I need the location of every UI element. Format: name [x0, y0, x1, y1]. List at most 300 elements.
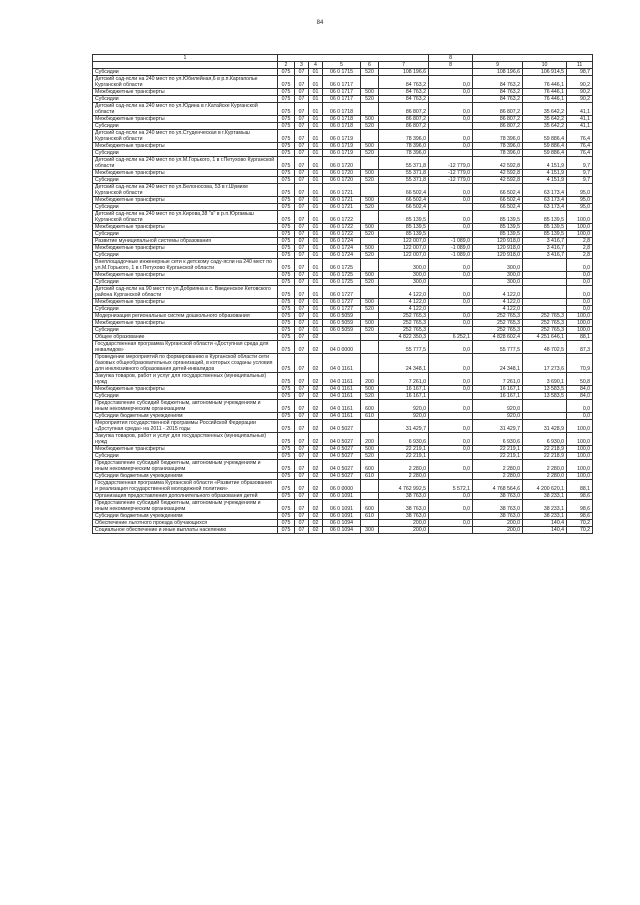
- percent-cell: 2,8: [567, 252, 593, 259]
- admin-code-cell: 075: [278, 238, 295, 245]
- value-cell-9: 22 219,1: [473, 453, 523, 460]
- target-article-cell: 06 0 1727: [323, 286, 361, 299]
- expense-type-cell: 500: [361, 224, 379, 231]
- percent-cell: 0,0: [567, 272, 593, 279]
- row-name-cell: Субсидии бюджетным учреждениям: [93, 413, 278, 420]
- table-row: [93, 211, 593, 224]
- value-cell-7: 24 348,1: [379, 354, 429, 373]
- admin-code-cell: 075: [278, 197, 295, 204]
- value-cell-8: [429, 413, 473, 420]
- percent-cell: 100,0: [567, 224, 593, 231]
- row-name-cell: Межбюджетные трансферты: [93, 272, 278, 279]
- expense-type-cell: 200: [361, 433, 379, 446]
- value-cell-7: 38 763,0: [379, 493, 429, 500]
- percent-cell: 90,2: [567, 76, 593, 89]
- admin-code-cell: 075: [278, 224, 295, 231]
- row-name-cell: Межбюджетные трансферты: [93, 299, 278, 306]
- value-cell-8: [429, 453, 473, 460]
- row-name-cell: Межбюджетные трансферты: [93, 386, 278, 393]
- row-name-cell: Межбюджетные трансферты: [93, 224, 278, 231]
- subsection-code-cell: 01: [309, 204, 323, 211]
- value-cell-7: 122 007,0: [379, 252, 429, 259]
- percent-cell: 50,8: [567, 373, 593, 386]
- expense-type-cell: 500: [361, 197, 379, 204]
- table-row: [93, 157, 593, 170]
- subsection-code-cell: 01: [309, 123, 323, 130]
- value-cell-9: 38 763,0: [473, 500, 523, 513]
- percent-cell: 95,0: [567, 197, 593, 204]
- row-name-cell: Внеплощадочные инженерные сети к детскому саду-ясли на 240 мест по ул.М.Горького, 1 в г.Петухово Курганской области: [93, 259, 278, 272]
- row-name-cell: Организация предоставления дополнительного образования детей: [93, 493, 278, 500]
- table-row: [93, 373, 593, 386]
- expense-type-cell: [361, 259, 379, 272]
- admin-code-cell: 075: [278, 286, 295, 299]
- admin-code-cell: 075: [278, 143, 295, 150]
- value-cell-8: [429, 513, 473, 520]
- section-code-cell: 07: [295, 252, 309, 259]
- table-row: [93, 231, 593, 238]
- expense-type-cell: [361, 480, 379, 493]
- value-cell-8: [429, 306, 473, 313]
- subsection-code-cell: 01: [309, 177, 323, 184]
- value-cell-7: 78 396,0: [379, 130, 429, 143]
- admin-code-cell: 075: [278, 259, 295, 272]
- row-name-cell: Детский сад-ясли на 240 мест по ул.Кирова,38 "а" в р.п.Юргамыш Курганской области: [93, 211, 278, 224]
- value-cell-9: 4 122,0: [473, 306, 523, 313]
- value-cell-8: 0,0: [429, 400, 473, 413]
- subsection-code-cell: 01: [309, 224, 323, 231]
- row-name-cell: Межбюджетные трансферты: [93, 143, 278, 150]
- value-cell-8: 0,0: [429, 299, 473, 306]
- value-cell-7: 4 762 992,5: [379, 480, 429, 493]
- value-cell-9: 120 918,0: [473, 245, 523, 252]
- section-code-cell: 07: [295, 433, 309, 446]
- value-cell-8: [429, 231, 473, 238]
- target-article-cell: 06 0 1718: [323, 103, 361, 116]
- subsection-code-cell: 02: [309, 334, 323, 341]
- subsection-code-cell: 02: [309, 520, 323, 527]
- value-cell-9: 78 396,0: [473, 150, 523, 157]
- value-cell-8: 0,0: [429, 259, 473, 272]
- admin-code-cell: 075: [278, 386, 295, 393]
- percent-cell: 88,1: [567, 334, 593, 341]
- target-article-cell: 04 0 1161: [323, 393, 361, 400]
- percent-cell: 76,4: [567, 130, 593, 143]
- target-article-cell: 06 0 1717: [323, 96, 361, 103]
- target-article-cell: 04 0 5027: [323, 446, 361, 453]
- value-cell-8: 0,0: [429, 460, 473, 473]
- subsection-code-cell: 02: [309, 460, 323, 473]
- table-row: [93, 393, 593, 400]
- percent-cell: 76,4: [567, 150, 593, 157]
- table-row: [93, 460, 593, 473]
- target-article-cell: 06 0 1720: [323, 170, 361, 177]
- value-cell-8: [429, 473, 473, 480]
- expense-type-cell: 500: [361, 170, 379, 177]
- value-cell-10: [523, 272, 567, 279]
- value-cell-9: 85 139,5: [473, 224, 523, 231]
- value-cell-7: 252 765,3: [379, 320, 429, 327]
- value-cell-10: 22 218,9: [523, 453, 567, 460]
- column-number-cell: 7: [379, 62, 429, 69]
- column-number-cell: 4: [309, 62, 323, 69]
- value-cell-7: 2 280,0: [379, 473, 429, 480]
- section-code-cell: 07: [295, 103, 309, 116]
- value-cell-7: 55 777,5: [379, 341, 429, 354]
- target-article-cell: 06 0 1091: [323, 513, 361, 520]
- value-cell-8: [429, 393, 473, 400]
- value-cell-7: 55 371,8: [379, 170, 429, 177]
- section-code-cell: 07: [295, 211, 309, 224]
- column-number-cell: 5: [323, 62, 361, 69]
- expense-type-cell: 300: [361, 527, 379, 534]
- admin-code-cell: 075: [278, 413, 295, 420]
- value-cell-10: 31 428,9: [523, 420, 567, 433]
- column-number-row: [93, 62, 593, 69]
- table-row: [93, 69, 593, 76]
- table-row: [93, 386, 593, 393]
- value-cell-8: 0,0: [429, 493, 473, 500]
- value-cell-10: [523, 400, 567, 413]
- expense-type-cell: [361, 286, 379, 299]
- expense-type-cell: 200: [361, 373, 379, 386]
- value-cell-7: 66 502,4: [379, 197, 429, 204]
- percent-cell: 100,0: [567, 460, 593, 473]
- table-row: [93, 480, 593, 493]
- table-row: [93, 493, 593, 500]
- table-row: [93, 224, 593, 231]
- section-code-cell: 07: [295, 204, 309, 211]
- value-cell-10: 38 233,1: [523, 500, 567, 513]
- row-name-cell: Детский сад-ясли на 240 мест по ул.Юдина в г.Катайске Курганской области: [93, 103, 278, 116]
- subsection-code-cell: 02: [309, 513, 323, 520]
- expense-type-cell: 520: [361, 96, 379, 103]
- subsection-code-cell: 01: [309, 116, 323, 123]
- value-cell-10: [523, 413, 567, 420]
- subsection-code-cell: 02: [309, 433, 323, 446]
- section-code-cell: 07: [295, 306, 309, 313]
- value-cell-7: 66 502,4: [379, 184, 429, 197]
- value-cell-7: 84 763,2: [379, 76, 429, 89]
- value-cell-7: 300,0: [379, 272, 429, 279]
- table-row: [93, 306, 593, 313]
- row-name-cell: Субсидии: [93, 453, 278, 460]
- subsection-code-cell: 01: [309, 306, 323, 313]
- value-cell-7: 86 807,2: [379, 123, 429, 130]
- table-row: [93, 177, 593, 184]
- section-code-cell: 07: [295, 473, 309, 480]
- expense-type-cell: 520: [361, 231, 379, 238]
- value-cell-9: 84 763,2: [473, 96, 523, 103]
- percent-cell: 41,1: [567, 123, 593, 130]
- section-code-cell: 07: [295, 170, 309, 177]
- row-name-cell: Предоставление субсидий бюджетным, автономным учреждениям и иным некоммерческим организациям: [93, 400, 278, 413]
- admin-code-cell: 075: [278, 157, 295, 170]
- value-cell-9: 4 828 602,4: [473, 334, 523, 341]
- admin-code-cell: 075: [278, 170, 295, 177]
- value-cell-7: 200,0: [379, 520, 429, 527]
- percent-cell: 41,1: [567, 116, 593, 123]
- target-article-cell: 06 0 1725: [323, 279, 361, 286]
- value-cell-10: 59 886,4: [523, 130, 567, 143]
- table-row: [93, 334, 593, 341]
- admin-code-cell: 075: [278, 400, 295, 413]
- section-code-cell: 07: [295, 231, 309, 238]
- value-cell-9: 22 219,1: [473, 446, 523, 453]
- value-cell-8: 0,0: [429, 373, 473, 386]
- expense-type-cell: 500: [361, 245, 379, 252]
- row-name-cell: Межбюджетные трансферты: [93, 245, 278, 252]
- admin-code-cell: 075: [278, 513, 295, 520]
- row-name-cell: Проведение мероприятий по формированию в Курганской области сети базовых общеобразовательных организаций, в которых созданы условия для инклюзивного образования детей-инвалидов: [93, 354, 278, 373]
- expense-type-cell: [361, 211, 379, 224]
- row-name-cell: Субсидии: [93, 393, 278, 400]
- target-article-cell: 06 0 1718: [323, 116, 361, 123]
- subsection-code-cell: 01: [309, 157, 323, 170]
- value-cell-10: 13 583,5: [523, 393, 567, 400]
- target-article-cell: 04 0 1161: [323, 373, 361, 386]
- target-article-cell: 06 0 1094: [323, 527, 361, 534]
- value-cell-10: 4 151,9: [523, 157, 567, 170]
- value-cell-9: 120 918,0: [473, 238, 523, 245]
- target-article-cell: 06 0 1094: [323, 520, 361, 527]
- table-row: [93, 473, 593, 480]
- expense-type-cell: 600: [361, 400, 379, 413]
- percent-cell: 88,1: [567, 480, 593, 493]
- expense-type-cell: 500: [361, 272, 379, 279]
- expense-type-cell: 520: [361, 69, 379, 76]
- value-cell-7: 55 371,8: [379, 177, 429, 184]
- value-cell-10: 3 416,7: [523, 238, 567, 245]
- value-cell-10: 252 765,3: [523, 320, 567, 327]
- subsection-code-cell: 02: [309, 341, 323, 354]
- value-cell-9: 200,0: [473, 527, 523, 534]
- value-cell-9: 2 280,0: [473, 460, 523, 473]
- row-name-cell: Социальное обеспечение и иные выплаты населению: [93, 527, 278, 534]
- row-name-cell: Субсидии: [93, 123, 278, 130]
- subsection-code-cell: 01: [309, 211, 323, 224]
- value-cell-8: 0,0: [429, 341, 473, 354]
- target-article-cell: 06 0 1724: [323, 245, 361, 252]
- value-cell-8: [429, 204, 473, 211]
- percent-cell: 100,0: [567, 453, 593, 460]
- section-code-cell: 07: [295, 420, 309, 433]
- value-cell-9: 86 807,2: [473, 123, 523, 130]
- subsection-code-cell: 01: [309, 69, 323, 76]
- section-code-cell: 07: [295, 493, 309, 500]
- subsection-code-cell: 01: [309, 252, 323, 259]
- value-cell-8: 0,0: [429, 89, 473, 96]
- header-cell-empty: [473, 55, 593, 62]
- column-number-cell: 10: [523, 62, 567, 69]
- table-row: [93, 130, 593, 143]
- section-code-cell: 07: [295, 460, 309, 473]
- expense-type-cell: 520: [361, 279, 379, 286]
- percent-cell: 100,0: [567, 313, 593, 320]
- admin-code-cell: 075: [278, 231, 295, 238]
- section-code-cell: 07: [295, 286, 309, 299]
- expense-type-cell: [361, 103, 379, 116]
- value-cell-9: 42 592,8: [473, 177, 523, 184]
- target-article-cell: 04 0 1161: [323, 413, 361, 420]
- expense-type-cell: 500: [361, 89, 379, 96]
- value-cell-10: 17 273,6: [523, 354, 567, 373]
- value-cell-10: 4 151,9: [523, 170, 567, 177]
- target-article-cell: 06 0 1720: [323, 157, 361, 170]
- target-article-cell: 06 0 0000: [323, 480, 361, 493]
- admin-code-cell: 075: [278, 354, 295, 373]
- value-cell-8: 0,0: [429, 197, 473, 204]
- subsection-code-cell: 01: [309, 313, 323, 320]
- value-cell-10: 38 233,1: [523, 513, 567, 520]
- expense-type-cell: 520: [361, 123, 379, 130]
- section-code-cell: 07: [295, 245, 309, 252]
- value-cell-7: 252 765,3: [379, 313, 429, 320]
- value-cell-7: 2 280,0: [379, 460, 429, 473]
- value-cell-9: 920,0: [473, 400, 523, 413]
- value-cell-8: 0,0: [429, 386, 473, 393]
- percent-cell: 90,2: [567, 96, 593, 103]
- percent-cell: 70,9: [567, 354, 593, 373]
- value-cell-8: -12 779,0: [429, 157, 473, 170]
- value-cell-10: 76 446,1: [523, 76, 567, 89]
- target-article-cell: 04 0 1161: [323, 354, 361, 373]
- section-code-cell: 07: [295, 69, 309, 76]
- target-article-cell: 06 0 1720: [323, 177, 361, 184]
- subsection-code-cell: 01: [309, 130, 323, 143]
- section-code-cell: 07: [295, 259, 309, 272]
- percent-cell: 100,0: [567, 320, 593, 327]
- expense-type-cell: 500: [361, 386, 379, 393]
- value-cell-9: 920,0: [473, 413, 523, 420]
- percent-cell: 100,0: [567, 420, 593, 433]
- section-code-cell: 07: [295, 299, 309, 306]
- section-code-cell: 07: [295, 238, 309, 245]
- percent-cell: 76,4: [567, 143, 593, 150]
- value-cell-9: 84 763,2: [473, 76, 523, 89]
- admin-code-cell: 075: [278, 69, 295, 76]
- subsection-code-cell: 01: [309, 89, 323, 96]
- admin-code-cell: 075: [278, 433, 295, 446]
- table-row: [93, 143, 593, 150]
- value-cell-8: -1 089,0: [429, 238, 473, 245]
- row-name-cell: Детский сад-ясли на 240 мест по ул.М.Горького, 1 в г.Петухово Курганской области: [93, 157, 278, 170]
- table-row: [93, 299, 593, 306]
- percent-cell: 70,2: [567, 520, 593, 527]
- percent-cell: 9,7: [567, 157, 593, 170]
- row-name-cell: Субсидии: [93, 177, 278, 184]
- row-name-cell: Детский сад-ясли на 240 мест по ул.Студенческая в г.Куртамыш Курганской области: [93, 130, 278, 143]
- expense-type-cell: 520: [361, 306, 379, 313]
- section-code-cell: 07: [295, 520, 309, 527]
- value-cell-8: 0,0: [429, 184, 473, 197]
- subsection-code-cell: 02: [309, 393, 323, 400]
- value-cell-10: 22 218,9: [523, 446, 567, 453]
- value-cell-9: 108 196,6: [473, 69, 523, 76]
- expense-type-cell: 500: [361, 320, 379, 327]
- percent-cell: 9,7: [567, 177, 593, 184]
- expense-type-cell: [361, 313, 379, 320]
- value-cell-7: 122 007,0: [379, 238, 429, 245]
- target-article-cell: 04 0 5027: [323, 473, 361, 480]
- value-cell-9: 38 763,0: [473, 513, 523, 520]
- admin-code-cell: 075: [278, 177, 295, 184]
- admin-code-cell: 075: [278, 123, 295, 130]
- column-number-cell: 11: [567, 62, 593, 69]
- table-row: [93, 500, 593, 513]
- value-cell-8: 0,0: [429, 313, 473, 320]
- column-number-cell: [93, 62, 278, 69]
- expense-type-cell: [361, 334, 379, 341]
- table-row: [93, 252, 593, 259]
- percent-cell: 0,0: [567, 306, 593, 313]
- percent-cell: 100,0: [567, 327, 593, 334]
- expense-type-cell: 520: [361, 204, 379, 211]
- expense-type-cell: 520: [361, 252, 379, 259]
- section-code-cell: 07: [295, 527, 309, 534]
- table-row: [93, 513, 593, 520]
- table-row: [93, 170, 593, 177]
- section-code-cell: 07: [295, 224, 309, 231]
- percent-cell: 0,0: [567, 400, 593, 413]
- admin-code-cell: 075: [278, 320, 295, 327]
- row-name-cell: Субсидии бюджетным учреждениям: [93, 473, 278, 480]
- value-cell-9: 38 763,0: [473, 493, 523, 500]
- value-cell-7: 4 122,0: [379, 299, 429, 306]
- target-article-cell: 06 0 1717: [323, 76, 361, 89]
- table-row: [93, 204, 593, 211]
- value-cell-7: 6 930,6: [379, 433, 429, 446]
- value-cell-8: 0,0: [429, 143, 473, 150]
- table-row: [93, 354, 593, 373]
- row-name-cell: Субсидии: [93, 231, 278, 238]
- subsection-code-cell: 01: [309, 184, 323, 197]
- value-cell-10: 59 886,4: [523, 143, 567, 150]
- section-code-cell: 07: [295, 400, 309, 413]
- value-cell-10: 252 765,3: [523, 327, 567, 334]
- section-code-cell: 07: [295, 116, 309, 123]
- value-cell-7: 38 763,0: [379, 500, 429, 513]
- table-row: [93, 89, 593, 96]
- header-cell-empty: [278, 55, 429, 62]
- row-name-cell: Детский сад-ясли на 240 мест по ул.Белоносова, 53 в г.Шумихе Курганской области: [93, 184, 278, 197]
- table-row: [93, 259, 593, 272]
- percent-cell: 84,0: [567, 393, 593, 400]
- value-cell-7: 55 371,8: [379, 157, 429, 170]
- value-cell-10: 76 446,1: [523, 96, 567, 103]
- value-cell-10: 3 416,7: [523, 252, 567, 259]
- row-name-cell: Субсидии: [93, 150, 278, 157]
- target-article-cell: 04 0 0000: [323, 341, 361, 354]
- value-cell-10: 4 251 646,1: [523, 334, 567, 341]
- value-cell-10: 35 642,2: [523, 116, 567, 123]
- row-name-cell: Закупка товаров, работ и услуг для государственных (муниципальных) нужд: [93, 433, 278, 446]
- expense-type-cell: 520: [361, 150, 379, 157]
- subsection-code-cell: 01: [309, 259, 323, 272]
- value-cell-9: 31 429,7: [473, 420, 523, 433]
- subsection-code-cell: 01: [309, 327, 323, 334]
- expense-type-cell: [361, 76, 379, 89]
- admin-code-cell: 075: [278, 313, 295, 320]
- target-article-cell: 06 0 1719: [323, 150, 361, 157]
- admin-code-cell: 075: [278, 211, 295, 224]
- row-name-cell: Предоставление субсидий бюджетным, автономным учреждениям и иным некоммерческим организациям: [93, 500, 278, 513]
- value-cell-10: 13 583,5: [523, 386, 567, 393]
- header-cell: 1: [93, 55, 278, 62]
- row-name-cell: Межбюджетные трансферты: [93, 89, 278, 96]
- subsection-code-cell: 01: [309, 76, 323, 89]
- expense-type-cell: 520: [361, 177, 379, 184]
